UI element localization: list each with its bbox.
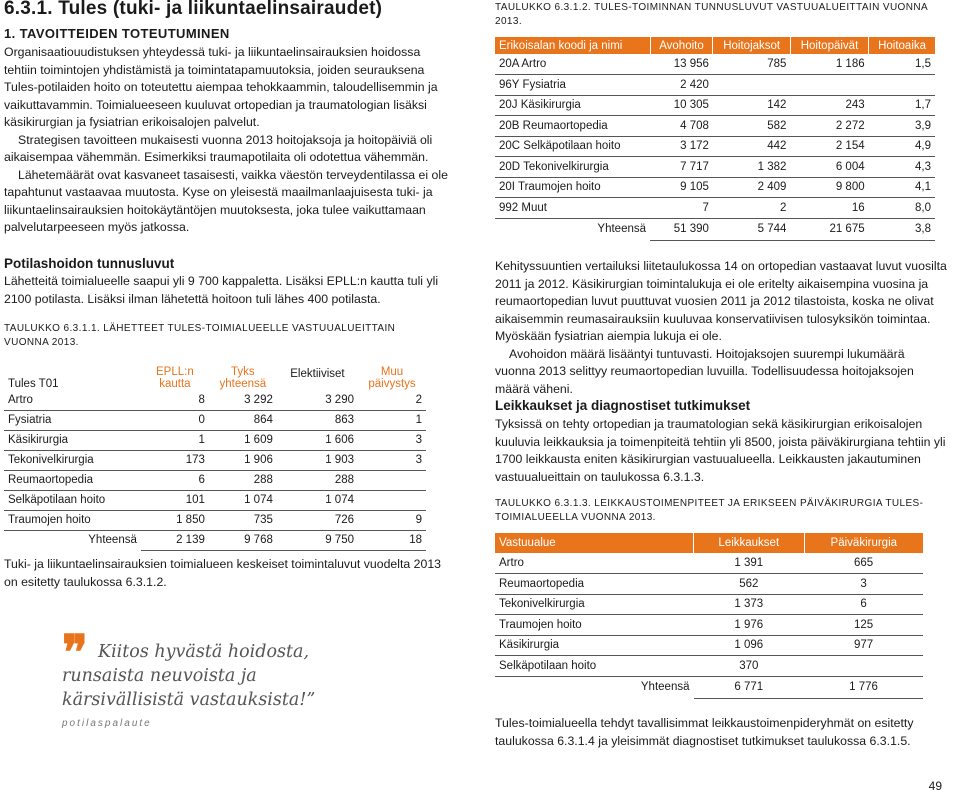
table-row <box>4 490 426 510</box>
table-cell: 726 <box>277 510 358 530</box>
table-cell: Käsikirurgia <box>4 430 141 450</box>
table-cell: 9 <box>358 510 426 530</box>
table-cell: 2 420 <box>650 75 713 96</box>
table-cell: Tekonivelkirurgia <box>4 450 141 470</box>
table-cell: 0 <box>141 410 209 430</box>
table-cell: 977 <box>804 635 923 656</box>
patient-quote <box>62 640 422 729</box>
page-title: 6.3.1. Tules (tuki- ja liikuntaelinsairaudet) <box>4 0 383 19</box>
paragraph-3: Lähetemäärät ovat kasvaneet tasaisesti, vaikka väestön terveydentilassa ei ole tapahtunut vastaavaa muutosta. Kyse on yleisestä maailmanlaajuisesta tuki- ja liikuntaelinsairauksien hoitokäytäntöjen muutoksesta, joka tulee vaikuttamaan palvelutarpeeseen myös jatkossa. <box>4 167 448 234</box>
table-total-cell: 2 139 <box>141 530 209 550</box>
table-cell: 16 <box>790 198 868 219</box>
table-row <box>495 136 935 157</box>
table-cell: Selkäpotilaan hoito <box>495 656 694 677</box>
table-cell: 1 <box>141 430 209 450</box>
t1-header: Tules T01 <box>8 378 59 390</box>
paragraph-7: Avohoidon määrä lisääntyi tuntuvasti. Hoitojaksojen suurempi lukumäärä vuonna 2013 selittyy reumaortopedian luvuilla. Todellisuudessa hoitojaksojen määrä väheni. <box>495 346 914 396</box>
table-row <box>495 95 935 116</box>
table-cell: 442 <box>713 136 790 157</box>
table-cell: 9 800 <box>790 177 868 198</box>
quote-line: runsaista neuvoista ja <box>62 666 257 686</box>
table-cell: 243 <box>790 95 868 116</box>
table-cell <box>358 490 426 510</box>
body-text-right <box>495 258 947 398</box>
table-row <box>495 635 923 656</box>
table-cell <box>804 656 923 677</box>
t1-header: Tyks yhteensä <box>219 366 267 390</box>
table-cell: 1,7 <box>869 95 935 116</box>
table-cell: 288 <box>209 470 277 490</box>
table-cell: 735 <box>209 510 277 530</box>
page-number: 49 <box>928 779 942 793</box>
table-cell: 7 717 <box>650 157 713 178</box>
table-cell: Reumaortopedia <box>4 470 141 490</box>
key-figures-table <box>495 37 935 241</box>
table-cell: 785 <box>713 54 790 75</box>
table3-caption: TAULUKKO 6.3.1.3. LEIKKAUSTOIMENPITEET JA ERIKSEEN PÄIVÄKIRURGIA TULES-TOIMIALUEELLA VUONNA 2013. <box>495 498 924 523</box>
table-row <box>495 553 923 574</box>
t1-header: EPLL:n kautta <box>156 366 194 390</box>
table-cell: Selkäpotilaan hoito <box>4 490 141 510</box>
table-cell: 2 154 <box>790 136 868 157</box>
subheading-surgery: Leikkaukset ja diagnostiset tutkimukset <box>495 398 751 413</box>
table-cell: 4,1 <box>869 177 935 198</box>
table-cell: 1 074 <box>277 490 358 510</box>
table-row <box>495 615 923 636</box>
table-cell <box>713 75 790 96</box>
table-cell: 2 <box>358 390 426 410</box>
table-total-cell: 9 768 <box>209 530 277 550</box>
table-cell: 1 186 <box>790 54 868 75</box>
table-row <box>495 574 923 595</box>
table-row <box>4 450 426 470</box>
table-total-cell: 9 750 <box>277 530 358 550</box>
t1-header: Muu päivystys <box>368 366 416 390</box>
t3-header: Päiväkirurgia <box>804 533 923 553</box>
table-cell: 288 <box>277 470 358 490</box>
table-row <box>495 75 935 96</box>
table-row <box>4 430 426 450</box>
table-cell: 1 382 <box>713 157 790 178</box>
table-cell: 8,0 <box>869 198 935 219</box>
quote-line: Kiitos hyvästä hoidosta, <box>98 642 310 662</box>
table-cell: 20B Reumaortopedia <box>495 116 650 137</box>
subheading-referrals: Potilashoidon tunnusluvut <box>4 256 175 271</box>
paragraph-5: Tuki- ja liikuntaelinsairauksien toimialueen keskeiset toimintaluvut vuodelta 2013 on esitetty taulukossa 6.3.1.2. <box>4 557 442 589</box>
quote-line: kärsivällisistä vastauksista!” <box>62 690 316 710</box>
paragraph-2: Strategisen tavoitteen mukaisesti vuonna 2013 hoitojaksoja ja hoitopäiviä oli aikaisempaa vähemmän. Esimerkiksi traumapotilaita oli odotettua vähemmän. <box>4 132 433 164</box>
table-row <box>495 157 935 178</box>
table-cell: 2 409 <box>713 177 790 198</box>
table-cell: 2 <box>713 198 790 219</box>
table-cell: 10 305 <box>650 95 713 116</box>
table-cell: 4 708 <box>650 116 713 137</box>
t2-header: Hoitoaika <box>869 37 935 54</box>
table-cell: 6 004 <box>790 157 868 178</box>
section-title: 1. TAVOITTEIDEN TOTEUTUMINEN <box>4 26 230 41</box>
table-cell: 6 <box>804 594 923 615</box>
t1-header: Elektiiviset <box>290 368 345 380</box>
table-cell: 1 609 <box>209 430 277 450</box>
table-cell: Artro <box>4 390 141 410</box>
table-row <box>4 470 426 490</box>
table-row <box>495 54 935 75</box>
table2-caption: TAULUKKO 6.3.1.2. TULES-TOIMINNAN TUNNUSLUVUT VASTUUALUEITTAIN VUONNA 2013. <box>495 2 928 27</box>
table-total-cell: Yhteensä <box>88 534 137 547</box>
paragraph-8: Tyksissä on tehty ortopedian ja traumatologian sekä käsikirurgian erikoisalojen kuuluvia leikkauksia ja toimenpiteitä tehtiin yli 8500, joista päiväkirurgiana tehtiin yli 1700 leikkausta eniten käsikirurgian vastuualueella. Leikkausten jakautuminen vastuualueittain on taulukossa 6.3.1.3. <box>495 417 946 484</box>
t2-header: Hoitojaksot <box>713 37 790 54</box>
table-cell: 20C Selkäpotilaan hoito <box>495 136 650 157</box>
table-cell: 7 <box>650 198 713 219</box>
table-cell: 3 292 <box>209 390 277 410</box>
paragraph-9: Tules-toimialueella tehdyt tavallisimmat leikkaustoimenpideryhmät on esitetty taulukossa 6.3.1.4 ja yleisimmät diagnostiset tutkimukset taulukossa 6.3.1.5. <box>495 716 914 748</box>
table-cell: 992 Muut <box>495 198 650 219</box>
table-cell: 9 105 <box>650 177 713 198</box>
paragraph-1: Organisaatiouudistuksen yhteydessä tuki- ja liikuntaelinsairauksien hoidossa tehtiin toimintojen yhdistämistä ja toimintatapamuutoksia, joiden seurauksena Tules-potilaiden hoito on toteutettu aiempaa tehokkaammin, taloudellisemmin ja vaikuttavammin. Toimialueeseen kuuluvat ortopedian ja traumatologian lisäksi käsikirurgian ja fysiatrian erikoisalojen palvelut. <box>4 45 438 129</box>
table-cell: 4,3 <box>869 157 935 178</box>
referrals-table <box>4 358 426 551</box>
table-cell: 370 <box>694 656 805 677</box>
t2-header: Erikoisalan koodi ja nimi <box>495 37 650 54</box>
table-cell: Reumaortopedia <box>495 574 694 595</box>
table-row <box>495 177 935 198</box>
t3-header: Vastuualue <box>495 533 694 553</box>
table-row <box>495 656 923 677</box>
table-row <box>495 116 935 137</box>
table-cell: 665 <box>804 553 923 574</box>
table-cell: Traumojen hoito <box>495 615 694 636</box>
table-cell: 1 906 <box>209 450 277 470</box>
paragraph-4: Lähetteitä toimialueelle saapui yli 9 700 kappaletta. Lisäksi EPLL:n kautta tuli yli 2100 potilasta. Lisäksi ilman lähetettä hoitoon tuli lähes 400 potilasta. <box>4 274 439 306</box>
table-total-cell: 3,8 <box>869 218 935 240</box>
table-cell: 4,9 <box>869 136 935 157</box>
table-cell: 863 <box>277 410 358 430</box>
table1-caption: TAULUKKO 6.3.1.1. LÄHETTEET TULES-TOIMIALUEELLE VASTUUALUEITTAIN VUONNA 2013. <box>4 323 396 348</box>
quote-source: potilaspalaute <box>62 718 152 729</box>
table-row <box>4 390 426 410</box>
table-cell: 1 903 <box>277 450 358 470</box>
table-cell: 1 074 <box>209 490 277 510</box>
quote-mark-icon: ❞ <box>62 625 88 681</box>
table-cell: 13 956 <box>650 54 713 75</box>
table-row <box>4 510 426 530</box>
table-cell: Tekonivelkirurgia <box>495 594 694 615</box>
table-cell: Fysiatria <box>4 410 141 430</box>
table-row <box>495 594 923 615</box>
table-cell: 1 <box>358 410 426 430</box>
table-total-row <box>495 676 923 698</box>
table-cell: Traumojen hoito <box>4 510 141 530</box>
table-cell: 1 850 <box>141 510 209 530</box>
table-cell: 20I Traumojen hoito <box>495 177 650 198</box>
operations-table <box>495 533 923 699</box>
table-cell: 864 <box>209 410 277 430</box>
paragraph-6: Kehityssuuntien vertailuksi liitetaulukossa 14 on ortopedian vastaavat luvut vuosilta 2011 ja 2012. Käsikirurgian toimintalukuja ei ole eritelty aikaisempina vuosina ja reumaortopedian luvut puuttuvat vuosien 2011 ja 2012 tilastoista, koska ne olivat aikaisemmin reumasairauksiin kuuluvaa konservatiivisen tulosyksikön toimintaa. Myöskään fysiatrian aiempia lukuja ei ole. <box>495 259 947 343</box>
table-cell: 101 <box>141 490 209 510</box>
table-cell: 3 172 <box>650 136 713 157</box>
table-cell: 3 <box>804 574 923 595</box>
table-total-cell: 51 390 <box>650 218 713 240</box>
table-cell: 96Y Fysiatria <box>495 75 650 96</box>
table-row <box>495 198 935 219</box>
table-total-cell: 5 744 <box>713 218 790 240</box>
table-total-cell: 1 776 <box>804 676 923 698</box>
table-total-cell: 6 771 <box>694 676 805 698</box>
table-cell: 3 290 <box>277 390 358 410</box>
table-total-cell: 21 675 <box>790 218 868 240</box>
table-cell: 20D Tekonivelkirurgia <box>495 157 650 178</box>
table-cell: 3 <box>358 430 426 450</box>
table-total-cell: Yhteensä <box>597 223 647 236</box>
table-cell: 125 <box>804 615 923 636</box>
table-cell: Artro <box>495 553 694 574</box>
table-cell: 1 391 <box>694 553 805 574</box>
table-row <box>4 410 426 430</box>
table-cell: 142 <box>713 95 790 116</box>
table-cell <box>358 470 426 490</box>
table-cell: 6 <box>141 470 209 490</box>
table-cell: 20A Artro <box>495 54 650 75</box>
table-cell: 2 272 <box>790 116 868 137</box>
table-cell: 1 096 <box>694 635 805 656</box>
t2-header: Hoitopäivät <box>790 37 868 54</box>
t2-header: Avohoito <box>650 37 713 54</box>
table-total-cell: 18 <box>358 530 426 550</box>
table-total-row <box>495 218 935 240</box>
table-cell <box>790 75 868 96</box>
table-cell: 562 <box>694 574 805 595</box>
table-cell: 1 373 <box>694 594 805 615</box>
table-cell: 1 976 <box>694 615 805 636</box>
table-cell: Käsikirurgia <box>495 635 694 656</box>
body-text-top <box>4 44 450 237</box>
table-cell: 20J Käsikirurgia <box>495 95 650 116</box>
table-cell: 8 <box>141 390 209 410</box>
table-cell: 173 <box>141 450 209 470</box>
table-total-cell: Yhteensä <box>640 681 690 694</box>
table-cell: 582 <box>713 116 790 137</box>
table-cell: 1 606 <box>277 430 358 450</box>
table-cell: 1,5 <box>869 54 935 75</box>
table-cell: 3,9 <box>869 116 935 137</box>
table-cell <box>869 75 935 96</box>
table-total-row <box>4 530 426 550</box>
t3-header: Leikkaukset <box>694 533 805 553</box>
table-cell: 3 <box>358 450 426 470</box>
